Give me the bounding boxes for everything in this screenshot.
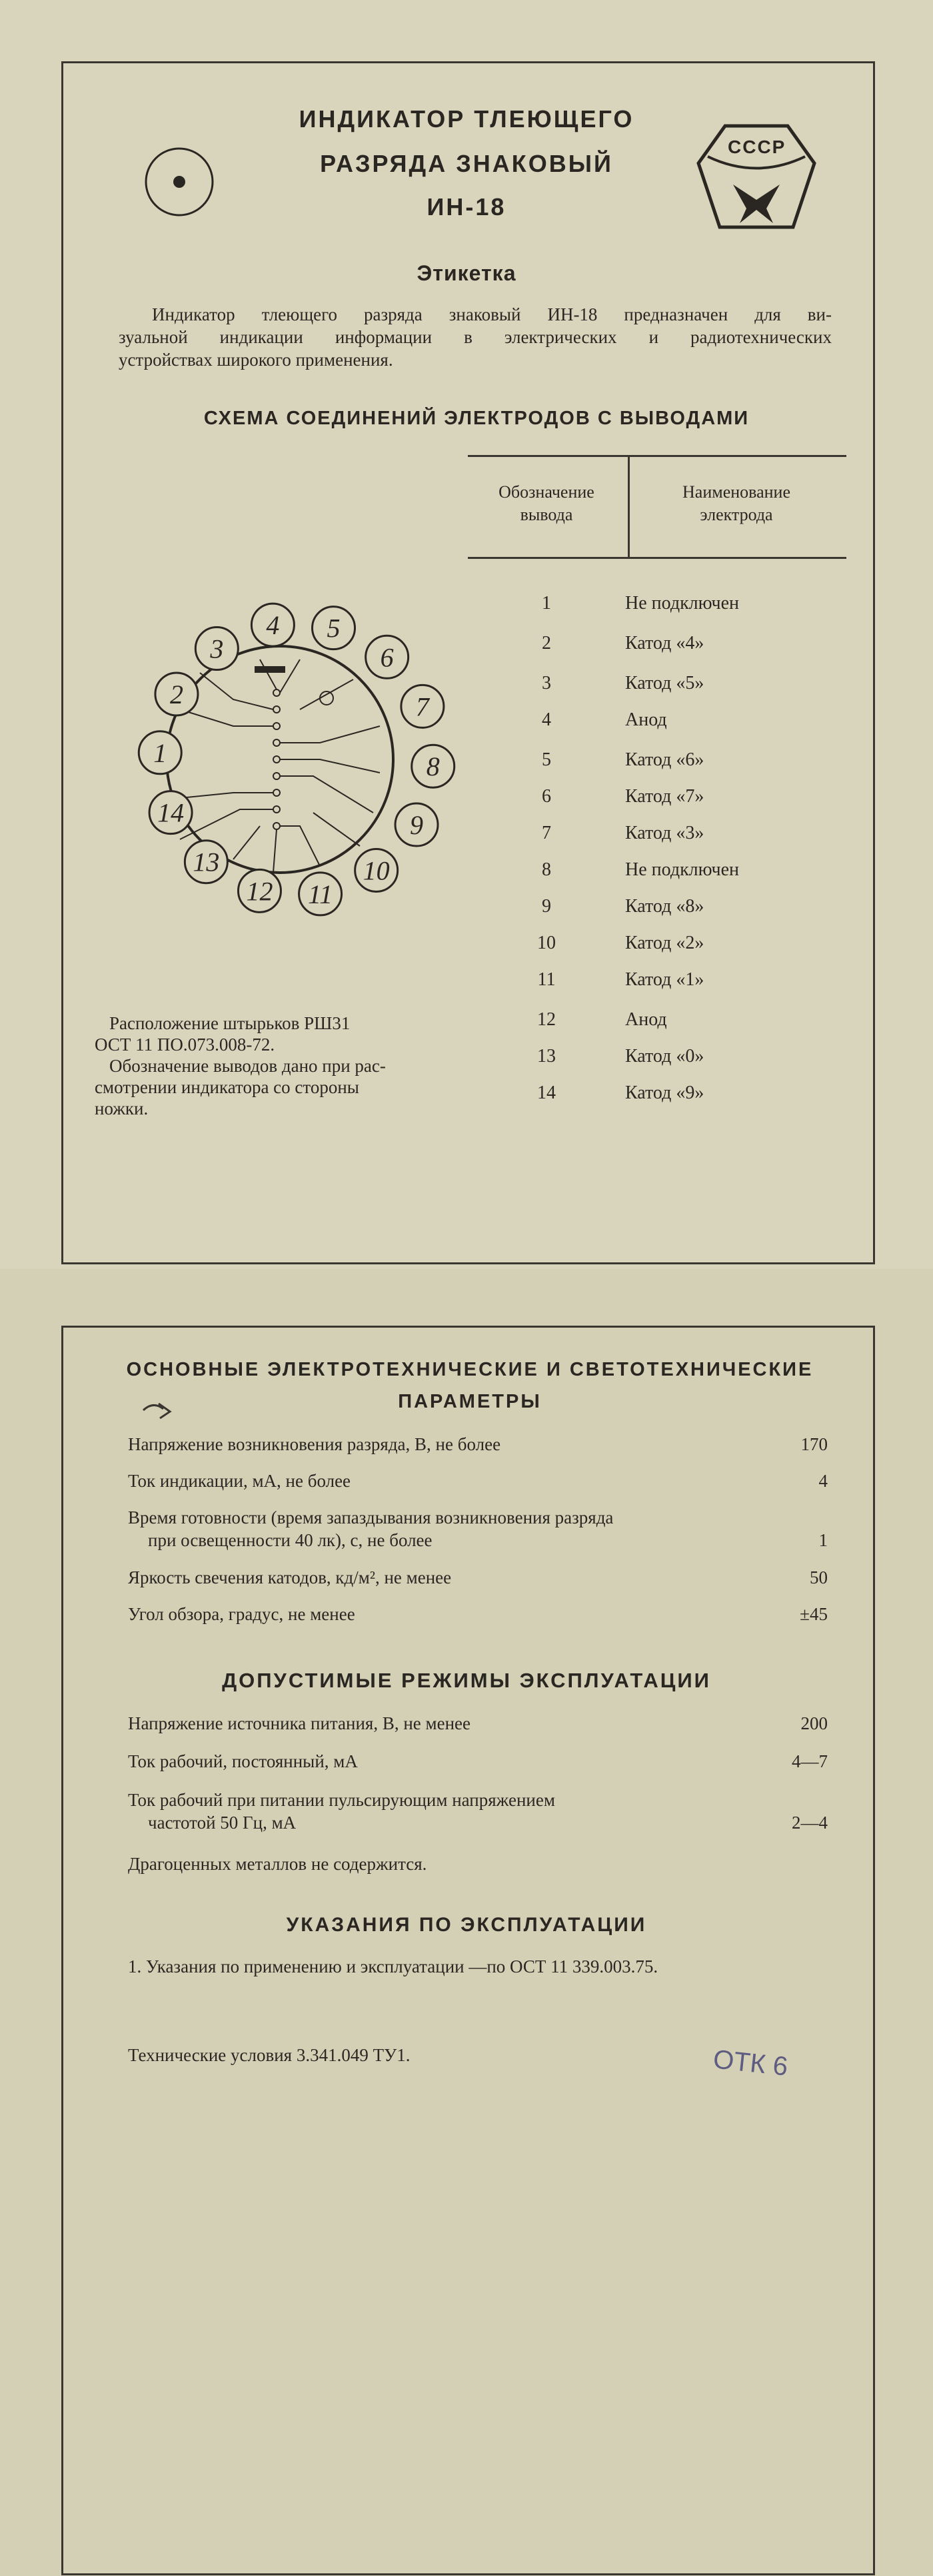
label-sheet — [0, 0, 933, 1269]
title-line-1: ИНДИКАТОР ТЛЕЮЩЕГО — [299, 105, 634, 133]
base-note — [95, 1013, 386, 1119]
param-value: 50 — [810, 1567, 828, 1587]
state-quality-mark — [693, 117, 820, 236]
pin-number: 3 — [542, 673, 551, 693]
intro-line: устройствах широкого применения. — [119, 350, 393, 370]
pin-number: 14 — [537, 1082, 556, 1103]
diagram-pin-label: 12 — [246, 876, 273, 907]
diagram-pin-label: 6 — [380, 642, 394, 673]
diagram-pin-label: 9 — [410, 810, 424, 841]
diagram-pin-label: 11 — [308, 879, 333, 909]
param-value: 170 — [800, 1434, 828, 1454]
pin-number: 9 — [542, 896, 551, 917]
electrode-name: Катод «2» — [625, 933, 704, 953]
pin-number: 1 — [542, 593, 551, 614]
electrode-name: Катод «4» — [625, 633, 704, 653]
param-label: Ток рабочий при питании пульсирующим напряжением — [128, 1790, 555, 1810]
usage-line: 1. Указания по применению и эксплуатации —по ОСТ 11 339.003.75. — [128, 1956, 658, 1976]
column-header-pin — [498, 481, 594, 526]
electrode-name: Катод «1» — [625, 969, 704, 990]
pen-mark-icon — [140, 1396, 180, 1422]
header-text: Обозначение — [498, 482, 594, 502]
table-header-rule — [468, 557, 846, 559]
scheme-title: СХЕМА СОЕДИНЕНИЙ ЭЛЕКТРОДОВ С ВЫВОДАМИ — [203, 408, 750, 429]
header-text: электрода — [700, 505, 773, 524]
diagram-pin-label: 13 — [193, 847, 220, 877]
param-label: Ток индикации, мА, не более — [128, 1471, 351, 1491]
diagram-pin-label: 8 — [426, 751, 440, 782]
note-line: Обозначение выводов дано при рас- — [109, 1056, 386, 1076]
electrode-name: Не подключен — [625, 593, 739, 614]
diagram-pin-label: 2 — [169, 679, 183, 709]
electrode-name: Катод «0» — [625, 1046, 704, 1067]
pin-number: 7 — [542, 823, 551, 843]
table-column-rule — [628, 457, 630, 557]
pin-number: 11 — [537, 969, 556, 990]
note-line: Расположение штырьков РШ31 — [109, 1013, 351, 1033]
pin-number: 13 — [537, 1046, 556, 1067]
intro-paragraph — [119, 303, 832, 371]
title-line-3: ИН-18 — [427, 193, 506, 220]
intro-line: Индикатор тлеющего разряда знаковый ИН-18 предназначен для ви- — [152, 304, 832, 324]
param-label: при освещенности 40 лк), с, не более — [148, 1530, 433, 1550]
pin-layout-diagram — [100, 600, 460, 946]
diagram-pin-label: 5 — [327, 613, 341, 644]
electrode-name: Катод «3» — [625, 823, 704, 843]
param-label: частотой 50 Гц, мА — [148, 1813, 297, 1833]
pin-number: 5 — [542, 749, 551, 770]
pin-number: 12 — [537, 1009, 556, 1030]
electrode-name: Не подключен — [625, 859, 739, 880]
emblem-text: СССР — [728, 137, 786, 157]
note-line: ОСТ 11 ПО.073.008-72. — [95, 1035, 275, 1055]
param-label: Угол обзора, градус, не менее — [128, 1604, 355, 1624]
mounting-hole-icon — [143, 145, 216, 218]
electrode-name: Катод «8» — [625, 896, 704, 917]
params-title-line-1: ОСНОВНЫЕ ЭЛЕКТРОТЕХНИЧЕСКИЕ И СВЕТОТЕХНИЧЕСКИЕ — [126, 1359, 814, 1380]
title-line-2: РАЗРЯДА ЗНАКОВЫЙ — [320, 150, 613, 177]
header-text: Наименование — [682, 482, 790, 502]
diagram-pin-label: 4 — [266, 610, 280, 641]
note-line: ножки. — [95, 1098, 149, 1118]
quality-mark-icon — [693, 117, 820, 236]
subtitle: Этикетка — [417, 261, 516, 285]
electrode-name: Катод «9» — [625, 1082, 704, 1103]
electrode-name: Катод «5» — [625, 673, 704, 693]
metals-note: Драгоценных металлов не содержится. — [128, 1854, 427, 1874]
parameters-sheet — [0, 1269, 933, 2576]
pin-number: 4 — [542, 709, 551, 730]
param-label: Напряжение возникновения разряда, В, не более — [128, 1434, 501, 1454]
diagram-pin-label: 10 — [363, 855, 390, 886]
params-title-line-2: ПАРАМЕТРЫ — [398, 1391, 542, 1412]
electrode-name: Анод — [625, 1009, 667, 1030]
electrode-name: Катод «7» — [625, 786, 704, 807]
diagram-pin-label: 7 — [415, 691, 429, 722]
column-header-electrode — [682, 481, 790, 526]
modes-title: ДОПУСТИМЫЕ РЕЖИМЫ ЭКСПЛУАТАЦИИ — [222, 1669, 711, 1692]
pin-number: 6 — [542, 786, 551, 807]
usage-title: УКАЗАНИЯ ПО ЭКСПЛУАТАЦИИ — [286, 1914, 647, 1936]
electrode-name: Анод — [625, 709, 667, 730]
spec-line: Технические условия 3.341.049 ТУ1. — [128, 2045, 411, 2065]
diagram-pin-label: 1 — [153, 737, 167, 768]
qc-stamp: ОТК 6 — [712, 2044, 790, 2082]
param-value: 2—4 — [792, 1813, 828, 1833]
pin-number: 2 — [542, 633, 551, 653]
param-label: Напряжение источника питания, В, не менее — [128, 1713, 471, 1733]
param-label: Ток рабочий, постоянный, мА — [128, 1751, 358, 1771]
param-value: 4—7 — [792, 1751, 828, 1771]
param-value: ±45 — [800, 1604, 828, 1624]
intro-line: зуальной индикации информации в электрических и радиотехнических — [119, 327, 832, 347]
param-value: 4 — [818, 1471, 828, 1491]
diagram-pin-label: 3 — [210, 634, 224, 664]
electrode-name: Катод «6» — [625, 749, 704, 770]
pin-number: 8 — [542, 859, 551, 880]
table-top-rule — [468, 455, 846, 457]
diagram-pin-label: 14 — [157, 797, 185, 828]
header-text: вывода — [520, 505, 573, 524]
note-line: смотрении индикатора со стороны — [95, 1077, 359, 1097]
param-label: Яркость свечения катодов, кд/м², не менее — [128, 1567, 452, 1587]
param-value: 1 — [818, 1530, 828, 1550]
param-label: Время готовности (время запаздывания возникновения разряда — [128, 1507, 614, 1527]
pin-number: 10 — [537, 933, 556, 953]
param-value: 200 — [800, 1713, 828, 1733]
